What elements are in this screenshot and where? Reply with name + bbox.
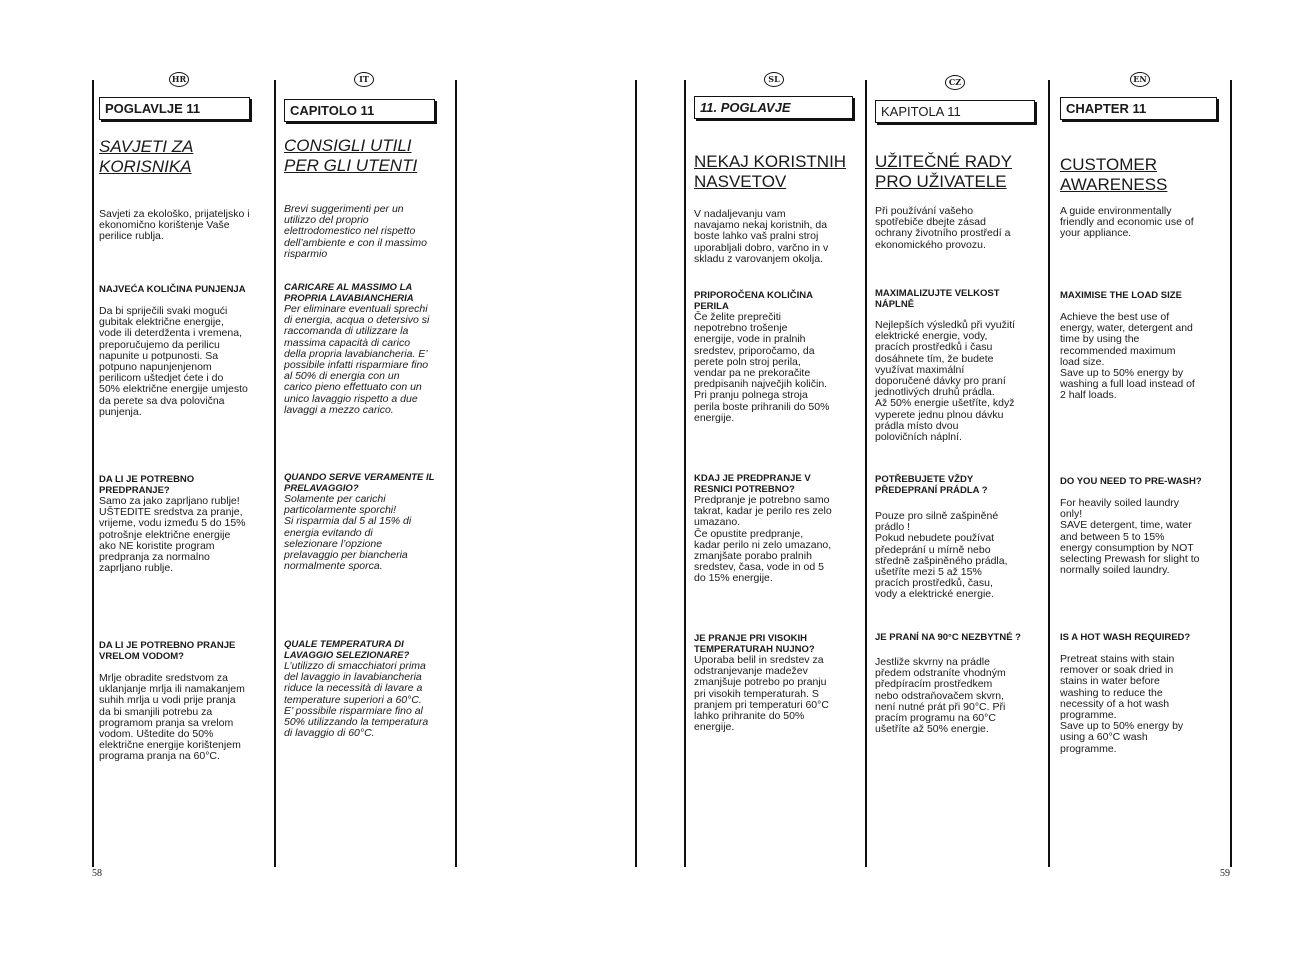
language-badge: HR [169,72,189,87]
body-prewash: For heavily soiled laundry only! SAVE detergent, time, water and between 5 to 15% energy consumption by NOT selecting Prewash for slight to normally soiled laundry. [1060,497,1200,577]
body-hot-wash: Mrlje obradite sredstvom za uklanjanje mrlja ili namakanjem suhih mrlja u vodi prije pranja da bi smanjili potrebu za programom pranja sa vrelom vodom. Uštedite do 50% električne energije korištenjem programa pranja na 60°C. [99,672,245,763]
page-number-left: 58 [92,868,102,879]
column-divider [1230,80,1232,867]
subheading-load: MAXIMALIZUJTE VELKOST NÁPLNĚ [875,288,1000,310]
section-title: CONSIGLI UTILI PER GLI UTENTI [284,136,418,175]
column-cz [875,72,1045,872]
section-title: CUSTOMER AWARENESS [1060,155,1168,194]
section-title: NEKAJ KORISTNIH NASVETOV [694,152,847,191]
subheading-prewash: KDAJ JE PREDPRANJE V RESNICI POTREBNO? [694,473,811,495]
column-divider [455,80,457,867]
section-title: SAVJETI ZA KORISNIKA [99,137,194,176]
column-en [1060,72,1230,872]
section-title: UŽITEČNÉ RADY PRO UŽIVATELE [875,152,1012,191]
column-sl [694,72,864,872]
language-badge: CZ [945,75,965,90]
language-badge: EN [1130,72,1150,87]
subheading-load: CARICARE AL MASSIMO LA PROPRIA LAVABIANCHERIA [284,282,414,304]
chapter-heading: KAPITOLA 11 [875,100,1035,123]
body-hot-wash: Pretreat stains with stain remover or soak dried in stains in water before washing to reduce the necessity of a hot wash programme. Save up to 50% energy by using a 60°C wash programme. [1060,653,1184,755]
chapter-heading: 11. POGLAVJE [694,96,853,119]
column-divider [865,80,867,867]
intro-text: Brevi suggerimenti per un utilizzo del proprio elettrodomestico nel rispetto dell’ambiente e con il massimo risparmio [284,203,427,260]
subheading-hot-wash: JE PRANJE PRI VISOKIH TEMPERATURAH NUJNO? [694,633,815,655]
subheading-prewash: DA LI JE POTREBNO PREDPRANJE? [99,474,195,496]
body-load: Per eliminare eventuali sprechi di energia, acqua o detersivo si raccomanda di utilizzare la massima capacità di carico della propria lavabiancheria. E’ possibile infatti risparmiare fino al 50% di energia con un carico pieno effettuato con un unico lavaggio rispetto a due lavaggi a mezzo carico. [284,303,430,416]
intro-text: A guide environmentally friendly and economic use of your appliance. [1060,205,1194,240]
column-divider [92,80,94,867]
subheading-load: MAXIMISE THE LOAD SIZE [1060,290,1182,301]
body-hot-wash: L’utilizzo di smacchiatori prima del lavaggio in lavabiancheria riduce la necessità di lavare a temperature superiori a 60°C. E’ possibile risparmiare fino al 50% utilizzando la temperatura di lavaggio di 60°C. [284,660,429,740]
subheading-hot-wash: IS A HOT WASH REQUIRED? [1060,632,1191,643]
body-hot-wash: Uporaba belil in sredstev za odstranjevanje madežev zmanjšuje potrebo po pranju pri visokih temperaturah. S pranjem pri temperaturi 60°C lahko prihranite do 50% energije. [694,654,829,734]
subheading-prewash: POTŘEBUJETE VŽDY PŘEDEPRANÍ PRÁDLA ? [875,474,988,496]
subheading-load: PRIPOROČENA KOLIČINA PERILA [694,290,813,312]
column-divider [684,80,686,867]
chapter-heading: CHAPTER 11 [1060,97,1217,120]
body-hot-wash: Jestliže skvrny na prádle předem odstraníte vhodným předpíracím prostředkem nebo odstraňovačem skvrn, není nutné prát při 90°C. Při pracím programu na 60°C ušetříte až 50% energie. [875,656,1006,736]
intro-text: Savjeti za ekološko, prijateljsko i ekonomično korištenje Vaše perilice rublja. [99,208,250,243]
column-divider [1048,80,1050,867]
body-load: Achieve the best use of energy, water, detergent and time by using the recommended maximum load size. Save up to 50% energy by washing a full load instead of 2 half loads. [1060,311,1195,402]
intro-text: V nadaljevanju vam navajamo nekaj koristnih, da boste lahko vaš pralni stroj uporabljali dobro, varčno in v skladu z varovanjem okolja. [694,208,829,265]
language-badge: SL [764,72,784,87]
subheading-load: NAJVEĆA KOLIČINA PUNJENJA [99,284,246,295]
subheading-prewash: DO YOU NEED TO PRE-WASH? [1060,476,1202,487]
chapter-heading: POGLAVLJE 11 [99,97,250,120]
body-prewash: Solamente per carichi particolarmente sporchi! Si risparmia dal 5 al 15% di energia evitando di selezionare l’opzione prelavaggio per biancheria normalmente sporca. [284,493,412,573]
subheading-hot-wash: JE PRANÍ NA 90°C NEZBYTNÉ ? [875,632,1021,643]
page-number-right: 59 [1220,868,1230,879]
body-prewash: Pouze pro silně zašpiněné prádlo ! Pokud nebudete používat předeprání u mírně nebo středně zašpiněného prádla, ušetříte mezi 5 až 15% pracích prostředků, času, vody a elektrické energie. [875,510,1008,601]
subheading-prewash: QUANDO SERVE VERAMENTE IL PRELAVAGGIO? [284,472,435,494]
subheading-hot-wash: QUALE TEMPERATURA DI LAVAGGIO SELEZIONARE? [284,639,410,661]
body-load: Če želite preprečiti nepotrebno trošenje energije, vode in pralnih sredstev, priporočamo, da perete poln stroj perila, vendar pa ne prekoračite predpisanih največjih količin. Pri pranju polnega stroja perila boste prihranili do 50% energije. [694,311,830,424]
column-it [284,72,454,872]
column-divider [635,80,637,867]
intro-text: Při používání vašeho spotřebiče dbejte zásad ochrany životního prostředí a ekonomického provozu. [875,205,1011,251]
body-load: Da bi spriječili svaki mogući gubitak električne energije, vode ili deterdženta i vremena, preporučujemo da perilicu napunite u potpunosti. Sa potpuno napunjenjenom perilicom uštedjet ćete i do 50% električne energije umjesto da perete sa dva polovična punjenja. [99,305,248,418]
body-load: Nejlepších výsledků při využití elektrické energie, vody, pracích prostředků i času dosáhnete tím, že budete využívat maximální doporučené dávky pro praní jednotlivých druhů prádla. Až 50% energie ušetříte, když vyperete jednu plnou dávku prádla místo dvou polovičních náplní. [875,319,1016,444]
language-badge: IT [354,72,374,87]
body-prewash: Predpranje je potrebno samo takrat, kadar je perilo res zelo umazano. Če opustite predpranje, kadar perilo ni zelo umazano, zmanjšate porabo pralnih sredstev, časa, vode in od 5 do 15% energije. [694,494,832,585]
subheading-hot-wash: DA LI JE POTREBNO PRANJE VRELOM VODOM? [99,640,236,662]
column-divider [274,80,276,867]
column-hr [99,72,269,872]
chapter-heading: CAPITOLO 11 [284,99,435,122]
body-prewash: Samo za jako zaprljano rublje! UŠTEDITE sredstva za pranje, vrijeme, vodu između 5 do 15% potrošnje električne energije ako NE koristite program predpranja za normalno zaprljano rublje. [99,495,246,575]
